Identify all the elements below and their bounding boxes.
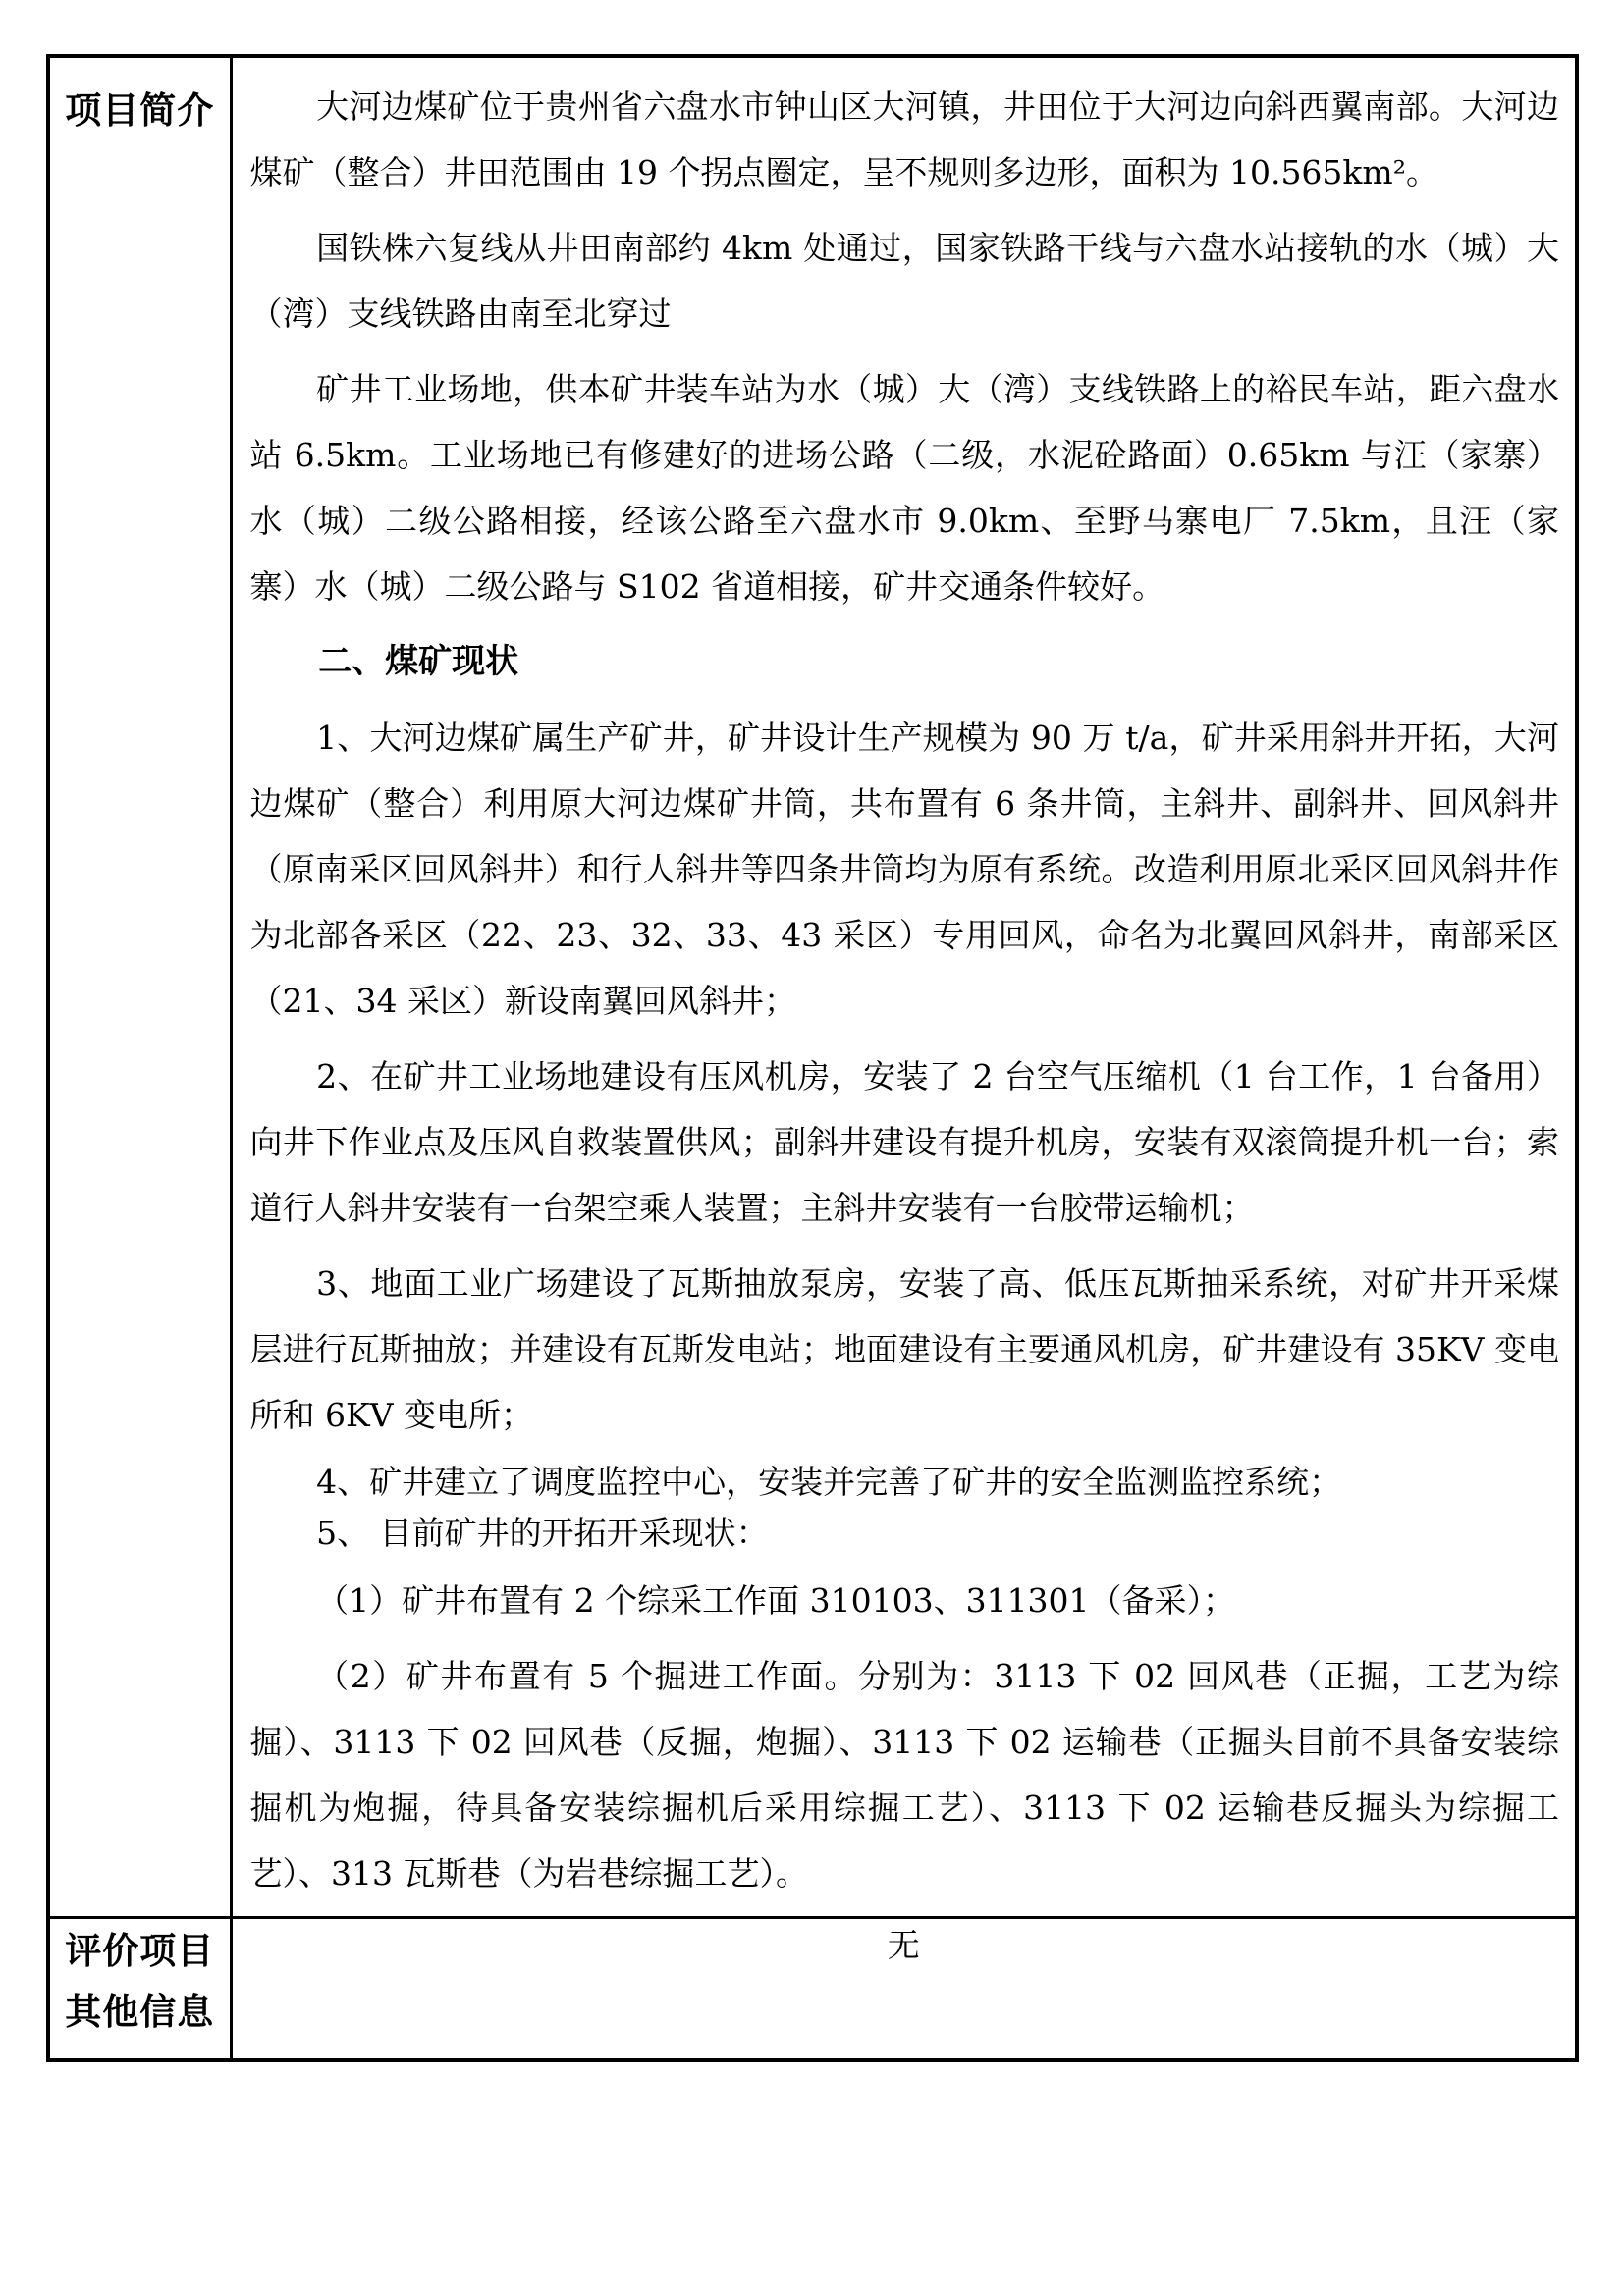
paragraph: 3、地面工业广场建设了瓦斯抽放泵房，安装了高、低压瓦斯抽采系统，对矿井开采煤层进行瓦斯抽放；并建设有瓦斯发电站；地面建设有主要通风机房，矿井建设有 35KV 变电所和 6KV 变电所； bbox=[249, 1264, 1559, 1434]
other-info-label-line2: 其他信息 bbox=[65, 1990, 215, 2033]
paragraph: 2、在矿井工业场地建设有压风机房，安装了 2 台空气压缩机（1 台工作，1 台备用）向井下作业点及压风自救装置供风；副斜井建设有提升机房，安装有双滚筒提升机一台；索道行人斜井安装有一台架空乘人装置；主斜井安装有一台胶带运输机； bbox=[249, 1057, 1559, 1227]
other-info-label-cell bbox=[48, 1918, 231, 2061]
section-heading: 二、煤矿现状 bbox=[318, 642, 519, 681]
paragraph: 大河边煤矿位于贵州省六盘水市钟山区大河镇，井田位于大河边向斜西翼南部。大河边煤矿（整合）井田范围由 19 个拐点圈定，呈不规则多边形，面积为 10.565km²。 bbox=[249, 87, 1559, 191]
project-info-table bbox=[46, 54, 1579, 2062]
paragraph: 矿井工业场地，供本矿井装车站为水（城）大（湾）支线铁路上的裕民车站，距六盘水站 6.5km。工业场地已有修建好的进场公路（二级，水泥砼路面）0.65km 与汪（家寨）水（城）二级公路相接，经该公路至六盘水市 9.0km、至野马寨电厂 7.5km，且汪（家寨）水（城）二级公路与 S102 省道相接，矿井交通条件较好。 bbox=[249, 370, 1559, 606]
paragraph: 5、 目前矿井的开拓开采现状： bbox=[316, 1514, 769, 1552]
paragraph: 1、大河边煤矿属生产矿井，矿井设计生产规模为 90 万 t/a，矿井采用斜井开拓，大河边煤矿（整合）利用原大河边煤矿井筒，共布置有 6 条井筒，主斜井、副斜井、回风斜井（原南采区回风斜井）和行人斜井等四条井筒均为原有系统。改造利用原北采区回风斜井作为北部各采区（22、23、32、33、43 采区）专用回风，命名为北翼回风斜井，南部采区（21、34 采区）新设南翼回风斜井； bbox=[249, 719, 1559, 1020]
table-row-project-intro bbox=[48, 56, 1577, 1918]
other-info-value: 无 bbox=[887, 1926, 920, 1964]
project-intro-body bbox=[250, 74, 1560, 1906]
project-intro-body-cell bbox=[231, 56, 1577, 1918]
project-intro-label: 项目简介 bbox=[65, 88, 215, 132]
paragraph: （2）矿井布置有 5 个掘进工作面。分别为：3113 下 02 回风巷（正掘，工艺为综掘）、3113 下 02 回风巷（反掘，炮掘）、3113 下 02 运输巷（正掘头目前不具备安装综掘机为炮掘，待具备安装综掘机后采用综掘工艺）、3113 下 02 运输巷反掘头为综掘工艺）、313 瓦斯巷（为岩巷综掘工艺）。 bbox=[249, 1657, 1559, 1893]
project-intro-label-cell bbox=[48, 56, 231, 1918]
other-info-label-line1: 评价项目 bbox=[65, 1929, 215, 1972]
paragraph: 国铁株六复线从井田南部约 4km 处通过，国家铁路干线与六盘水站接轨的水（城）大（湾）支线铁路由南至北穿过 bbox=[249, 229, 1559, 333]
paragraph: （1）矿井布置有 2 个综采工作面 310103、311301（备采）； bbox=[316, 1581, 1236, 1620]
paragraph: 4、矿井建立了调度监控中心，安装并完善了矿井的安全监测监控系统； bbox=[316, 1463, 1342, 1501]
other-info-value-cell bbox=[231, 1918, 1577, 2061]
table-row-other-info bbox=[48, 1918, 1577, 2061]
